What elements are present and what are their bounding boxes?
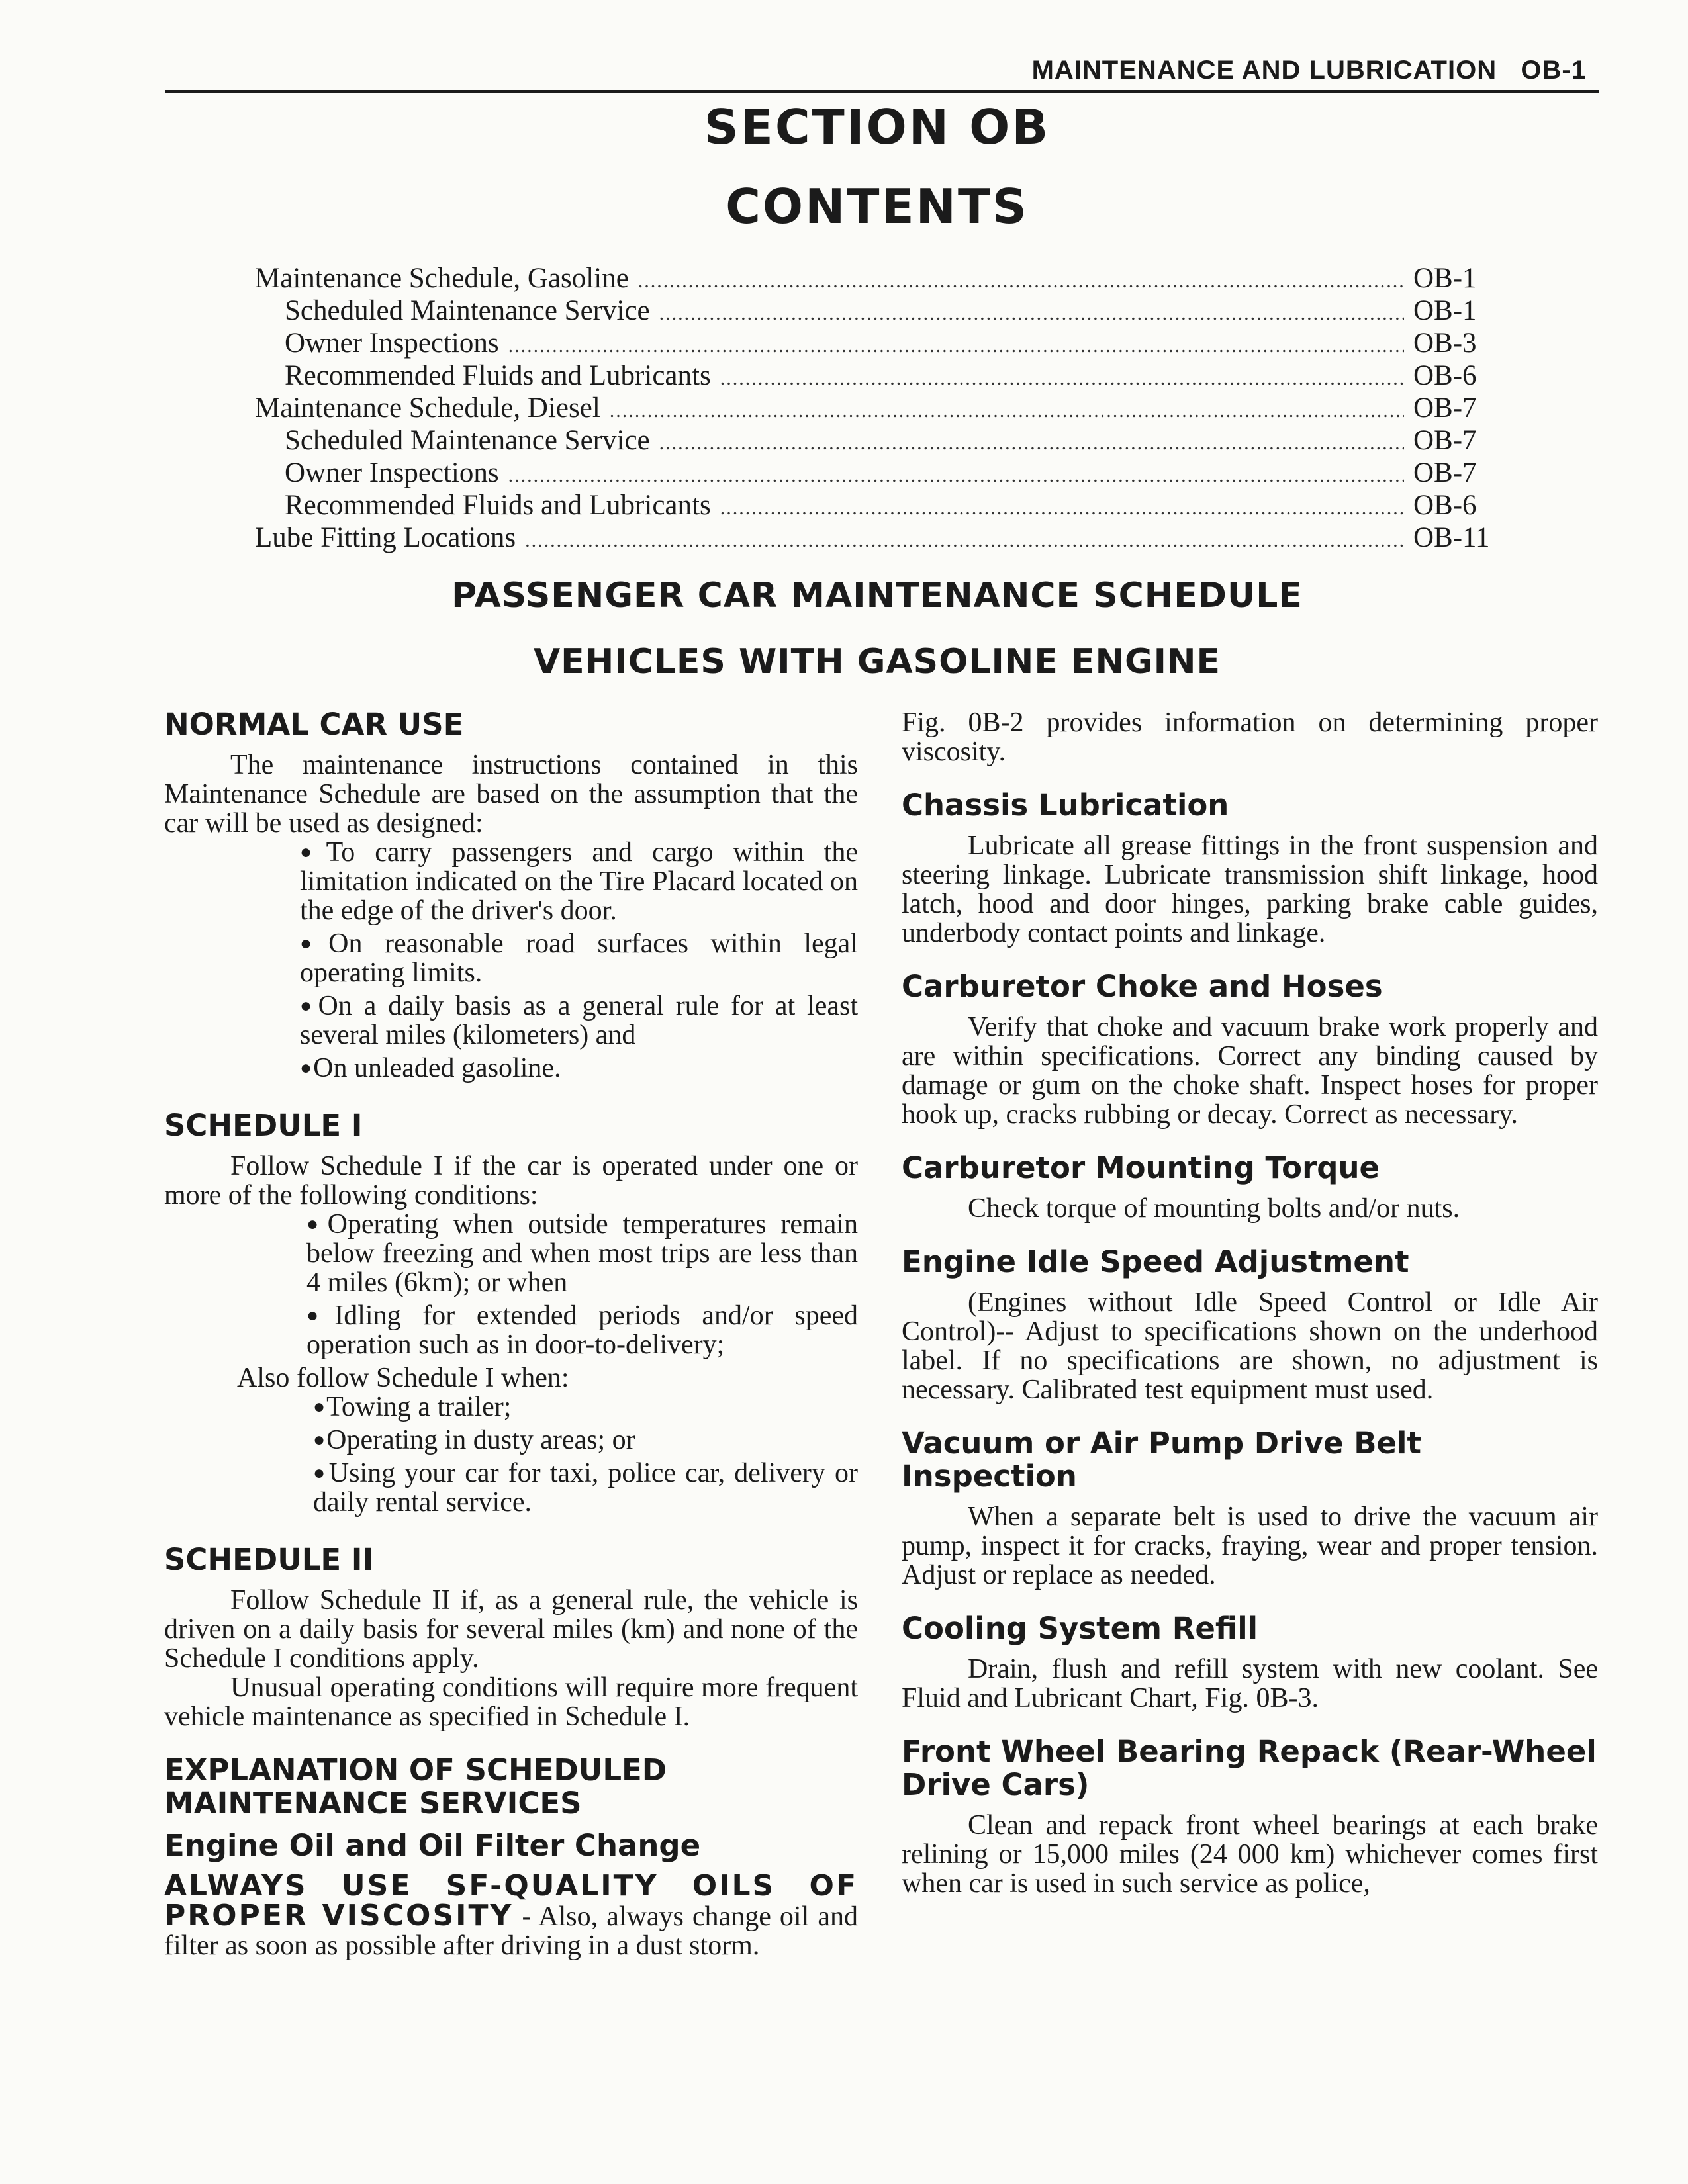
mounting-torque-text: Check torque of mounting bolts and/or nuts. [968, 1193, 1460, 1224]
list-item-text: Using your car for taxi, police car, delivery or daily rental service. [313, 1458, 858, 1518]
schedule-1-conditions-list [306, 1210, 858, 1359]
toc-label: Recommended Fluids and Lubricants [285, 490, 711, 521]
drive-belt-heading: Vacuum or Air Pump Drive Belt Inspection [902, 1426, 1421, 1494]
schedule-1-intro: Follow Schedule I if the car is operated under one or more of the following conditions: [164, 1151, 858, 1210]
toc-leader [638, 266, 1404, 296]
toc-page: OB-3 [1413, 328, 1477, 359]
toc-label: Scheduled Maintenance Service [285, 425, 650, 456]
schedule-sub-heading: VEHICLES WITH GASOLINE ENGINE [533, 642, 1221, 682]
left-column [164, 708, 858, 1960]
schedule-main-heading: PASSENGER CAR MAINTENANCE SCHEDULE [451, 576, 1303, 615]
toc-entry[interactable] [255, 426, 1499, 458]
list-item-text: Operating in dusty areas; or [326, 1425, 635, 1455]
toc-entry[interactable] [255, 393, 1499, 426]
bullet-icon: ● [313, 1462, 328, 1484]
list-item-text: To carry passengers and cargo within the limitation indicated on the Tire Placard located on the edge of the driver's door. [300, 837, 858, 926]
oil-change-paragraph [164, 1869, 859, 1961]
toc-label: Maintenance Schedule, Diesel [255, 392, 600, 424]
schedule-2-heading: SCHEDULE II [164, 1542, 374, 1577]
list-item [306, 1210, 858, 1297]
toc-page: OB-6 [1413, 490, 1477, 521]
chassis-lubrication-heading: Chassis Lubrication [902, 788, 1229, 823]
schedule-2-paragraph-2: Unusual operating conditions will require more frequent vehicle maintenance as specified in Schedule I. [164, 1672, 858, 1732]
list-item [300, 929, 858, 987]
toc-leader [610, 396, 1404, 426]
list-item-text: Towing a trailer; [326, 1392, 512, 1422]
toc-leader [659, 428, 1404, 458]
list-item [300, 1054, 858, 1083]
toc-page: OB-6 [1413, 360, 1477, 391]
section-title: SECTION OB [704, 99, 1051, 155]
idle-speed-heading: Engine Idle Speed Adjustment [902, 1244, 1409, 1279]
list-item-text: On reasonable road surfaces within legal operating limits. [300, 929, 858, 988]
chassis-lubrication-text: Lubricate all grease fittings in the front suspension and steering linkage. Lubricate transmission shift linkage, hood latch, hood and door hinges, parking brake cable guides, underbody contact points and linkage. [902, 831, 1598, 948]
toc-page: OB-1 [1413, 295, 1477, 326]
toc-entry[interactable] [255, 523, 1499, 555]
toc-label: Scheduled Maintenance Service [285, 295, 650, 326]
mounting-torque-heading: Carburetor Mounting Torque [902, 1150, 1380, 1185]
toc-leader [525, 525, 1404, 555]
normal-car-use-list [300, 838, 858, 1083]
choke-hoses-heading: Carburetor Choke and Hoses [902, 969, 1383, 1004]
list-item [300, 838, 858, 925]
toc-leader [720, 493, 1404, 523]
oil-change-text: - Also, always change oil and filter as soon as possible after driving in a dust storm. [164, 1901, 859, 1961]
oil-change-caps-lead: ALWAYS USE SF-QUALITY OILS OF PROPER VISCOSITY [164, 1869, 858, 1933]
toc-label: Owner Inspections [285, 328, 499, 359]
running-head-text: MAINTENANCE AND LUBRICATION OB-1 [1031, 56, 1587, 85]
list-item [313, 1392, 858, 1422]
toc-label: Lube Fitting Locations [255, 522, 516, 553]
contents-title: CONTENTS [726, 179, 1029, 234]
drive-belt-text: When a separate belt is used to drive the vacuum air pump, inspect it for cracks, fraying, wear and proper tension. Adjust or replace as needed. [902, 1502, 1598, 1590]
toc-entry[interactable] [255, 458, 1499, 490]
bullet-icon: ● [313, 1396, 326, 1418]
bullet-icon: ● [300, 933, 328, 954]
bullet-icon: ● [313, 1429, 326, 1451]
right-column [902, 708, 1598, 1898]
schedule-1-heading: SCHEDULE I [164, 1108, 363, 1143]
toc-entry[interactable] [255, 296, 1499, 328]
toc-page: OB-7 [1413, 457, 1477, 488]
list-item-text: On unleaded gasoline. [313, 1053, 561, 1083]
list-item [306, 1301, 858, 1359]
toc-page: OB-7 [1413, 425, 1477, 456]
cooling-refill-text: Drain, flush and refill system with new coolant. See Fluid and Lubricant Chart, Fig. 0B-3. [902, 1654, 1598, 1713]
cooling-refill-heading: Cooling System Refill [902, 1611, 1258, 1646]
toc-leader [508, 331, 1404, 361]
normal-car-use-intro: The maintenance instructions contained in this Maintenance Schedule are based on the assumption that the car will be used as designed: [164, 750, 858, 839]
list-item [313, 1426, 858, 1455]
normal-car-use-heading: NORMAL CAR USE [164, 707, 464, 742]
bullet-icon: ● [306, 1304, 334, 1326]
bullet-icon: ● [300, 1057, 312, 1079]
viscosity-paragraph: Fig. 0B-2 provides information on determining proper viscosity. [902, 707, 1598, 767]
explanation-heading-line-2: MAINTENANCE SERVICES [164, 1786, 582, 1821]
list-item [313, 1459, 858, 1517]
list-item-text: On a daily basis as a general rule for at least several miles (kilometers) and [300, 991, 858, 1050]
table-of-contents [255, 263, 1499, 555]
explanation-heading-line-1: EXPLANATION OF SCHEDULED [164, 1752, 667, 1788]
idle-speed-text: (Engines without Idle Speed Control or Idle Air Control)-- Adjust to specifications shown on the underhood label. If no specifications are shown, no adjustment is necessary. Calibrated test equipment must used. [902, 1287, 1598, 1405]
toc-page: OB-11 [1413, 522, 1490, 553]
list-item [300, 991, 858, 1050]
toc-entry[interactable] [255, 490, 1499, 523]
list-item-text: Idling for extended periods and/or speed operation such as in door-to-delivery; [306, 1300, 858, 1360]
schedule-1-also-list [313, 1392, 858, 1517]
toc-entry[interactable] [255, 328, 1499, 361]
toc-page: OB-7 [1413, 392, 1477, 424]
toc-label: Owner Inspections [285, 457, 499, 488]
list-item-text: Operating when outside temperatures remain below freezing and when most trips are less than 4 miles (6km); or when [306, 1209, 859, 1298]
toc-leader [720, 363, 1404, 393]
toc-label: Recommended Fluids and Lubricants [285, 360, 711, 391]
oil-change-heading: Engine Oil and Oil Filter Change [164, 1828, 701, 1863]
bullet-icon: ● [306, 1213, 326, 1235]
toc-label: Maintenance Schedule, Gasoline [255, 263, 629, 294]
toc-entry[interactable] [255, 263, 1499, 296]
bullet-icon: ● [300, 841, 325, 863]
toc-page: OB-1 [1413, 263, 1477, 294]
running-head [165, 52, 1599, 93]
toc-leader [508, 461, 1404, 490]
schedule-2-paragraph-1: Follow Schedule II if, as a general rule, the vehicle is driven on a daily basis for several miles (km) and none of the Schedule I conditions apply. [164, 1585, 858, 1674]
toc-entry[interactable] [255, 361, 1499, 393]
wheel-bearing-heading: Front Wheel Bearing Repack (Rear-Wheel Drive Cars) [902, 1734, 1597, 1802]
choke-hoses-text: Verify that choke and vacuum brake work properly and are within specifications. Correct any binding caused by damage or gum on the choke shaft. Inspect hoses for proper hook up, cracks rubbing or decay. Correct as necessary. [902, 1012, 1598, 1130]
bullet-icon: ● [300, 995, 317, 1017]
schedule-1-also: Also follow Schedule I when: [237, 1363, 569, 1393]
wheel-bearing-text: Clean and repack front wheel bearings at each brake relining or 15,000 miles (24 000 km) whichever comes first when car is used in such service as police, [902, 1810, 1598, 1899]
toc-leader [659, 298, 1404, 328]
